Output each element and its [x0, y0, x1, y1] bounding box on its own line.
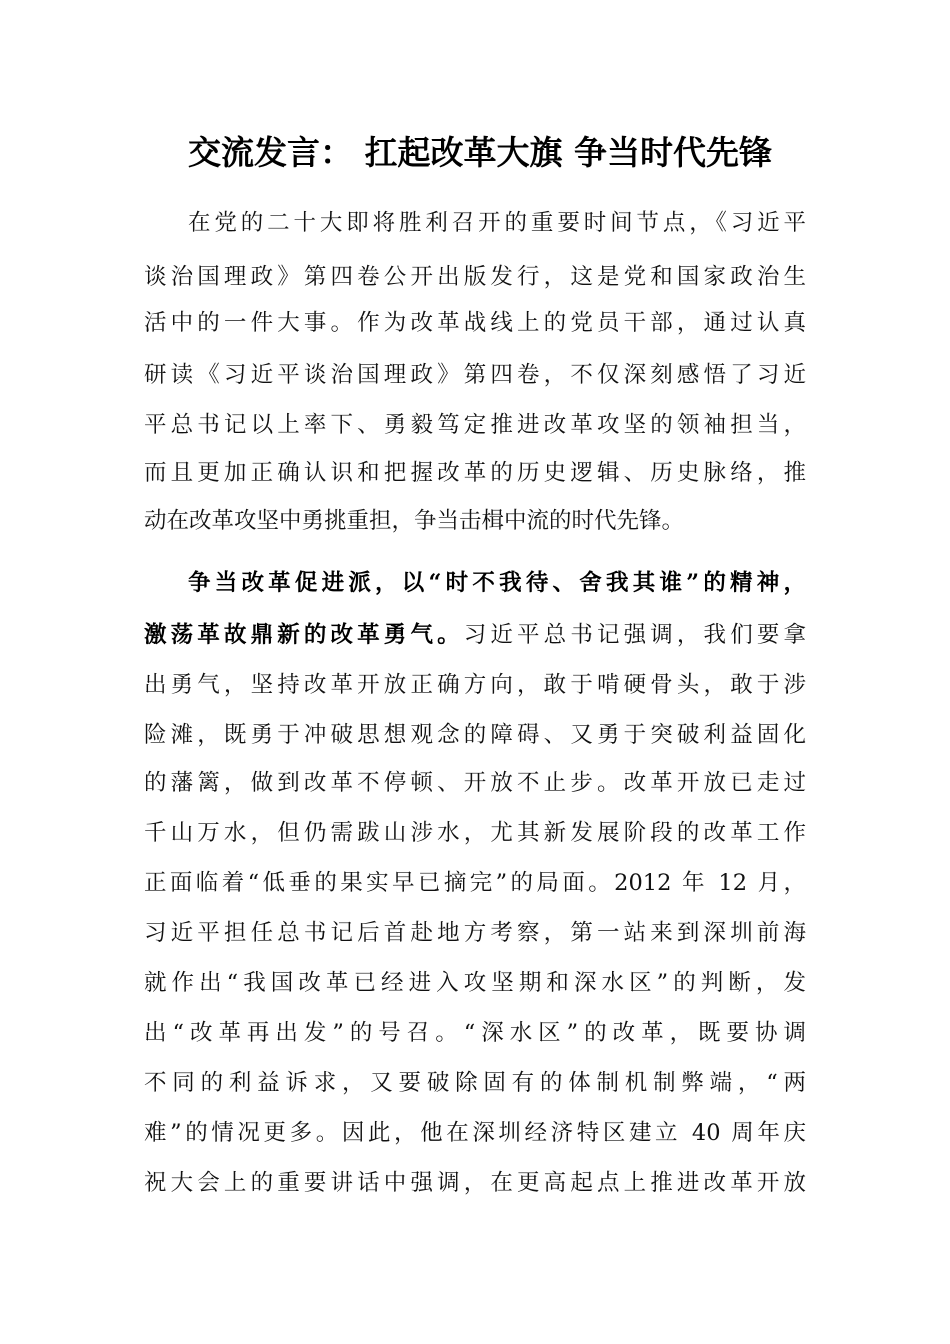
- paragraph-2-line-2-rest: 习近平总书记强调，我们要拿: [463, 622, 806, 648]
- paragraph-1-line-6: 而且更加正确认识和把握改革的历史逻辑、历史脉络，推: [144, 460, 806, 486]
- paragraph-1-line-2: 谈治国理政》第四卷公开出版发行，这是党和国家政治生: [144, 264, 806, 290]
- paragraph-2-line-11: 不同的利益诉求，又要破除固有的体制机制弊端，“两: [144, 1070, 806, 1096]
- paragraph-2-line-12: 难”的情况更多。因此，他在深圳经济特区建立 40 周年庆: [144, 1120, 806, 1146]
- paragraph-2-line-3: 出勇气，坚持改革开放正确方向，敢于啃硬骨头，敢于涉: [144, 672, 806, 698]
- bold-lead-text-continued: 激荡革故鼎新的改革勇气。: [144, 622, 464, 648]
- paragraph-1-line-3: 活中的一件大事。作为改革战线上的党员干部，通过认真: [144, 310, 806, 336]
- paragraph-1-line-5: 平总书记以上率下、勇毅笃定推进改革攻坚的领袖担当，: [144, 412, 806, 438]
- paragraph-2-line-10: 出“改革再出发”的号召。“深水区”的改革，既要协调: [144, 1020, 806, 1046]
- paragraph-2-line-6: 千山万水，但仍需跋山涉水，尤其新发展阶段的改革工作: [144, 820, 806, 846]
- paragraph-2-line-4: 险滩，既勇于冲破思想观念的障碍、又勇于突破利益固化: [144, 722, 806, 748]
- paragraph-1-line-7: 动在改革攻坚中勇挑重担，争当击楫中流的时代先锋。: [144, 508, 685, 534]
- paragraph-2-line-13: 祝大会上的重要讲话中强调，在更高起点上推进改革开放: [144, 1170, 806, 1196]
- paragraph-2-bold-lead-line-1: [188, 556, 806, 610]
- paragraph-2-line-7: 正面临着“低垂的果实早已摘完”的局面。2012 年 12 月，: [144, 870, 806, 896]
- paragraph-2-line-8: 习近平担任总书记后首赴地方考察，第一站来到深圳前海: [144, 920, 806, 946]
- bold-lead-text: 争当改革促进派，以“时不我待、舍我其谁”的精神，: [188, 570, 806, 596]
- paragraph-2-line-9: 就作出“我国改革已经进入攻坚期和深水区”的判断，发: [144, 970, 806, 996]
- paragraph-1-line-1: 在党的二十大即将胜利召开的重要时间节点，《习近平: [188, 210, 806, 236]
- paragraph-1-line-4: 研读《习近平谈治国理政》第四卷，不仅深刻感悟了习近: [144, 362, 806, 388]
- paragraph-2-line-5: 的藩篱，做到改革不停顿、开放不止步。改革开放已走过: [144, 770, 806, 796]
- document-title: 交流发言： 扛起改革大旗 争当时代先锋: [188, 133, 772, 172]
- paragraph-2-line-2: [144, 608, 806, 662]
